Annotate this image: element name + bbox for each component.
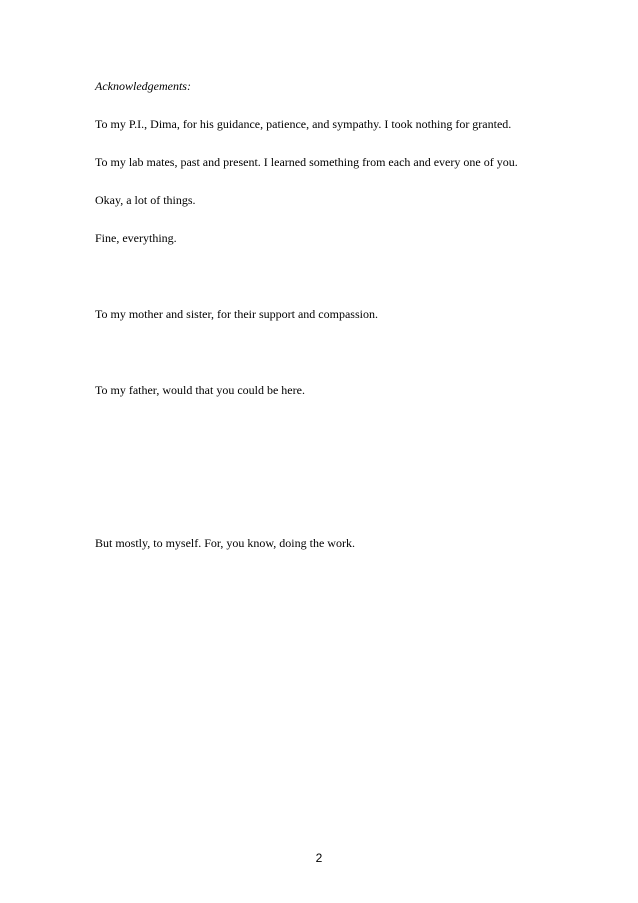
paragraph-myself: But mostly, to myself. For, you know, doing the work. (95, 536, 355, 550)
paragraph-pi: To my P.I., Dima, for his guidance, patience, and sympathy. I took nothing for granted. (95, 117, 512, 131)
paragraph-lab-mates: To my lab mates, past and present. I learned something from each and every one of you. (95, 155, 518, 169)
paragraph-father: To my father, would that you could be here. (95, 383, 305, 397)
page-number: 2 (315, 851, 323, 865)
paragraph-mother-sister: To my mother and sister, for their support and compassion. (95, 307, 378, 321)
paragraph-lot-of-things: Okay, a lot of things. (95, 193, 196, 207)
paragraph-everything: Fine, everything. (95, 231, 177, 245)
acknowledgements-heading: Acknowledgements: (95, 79, 191, 93)
